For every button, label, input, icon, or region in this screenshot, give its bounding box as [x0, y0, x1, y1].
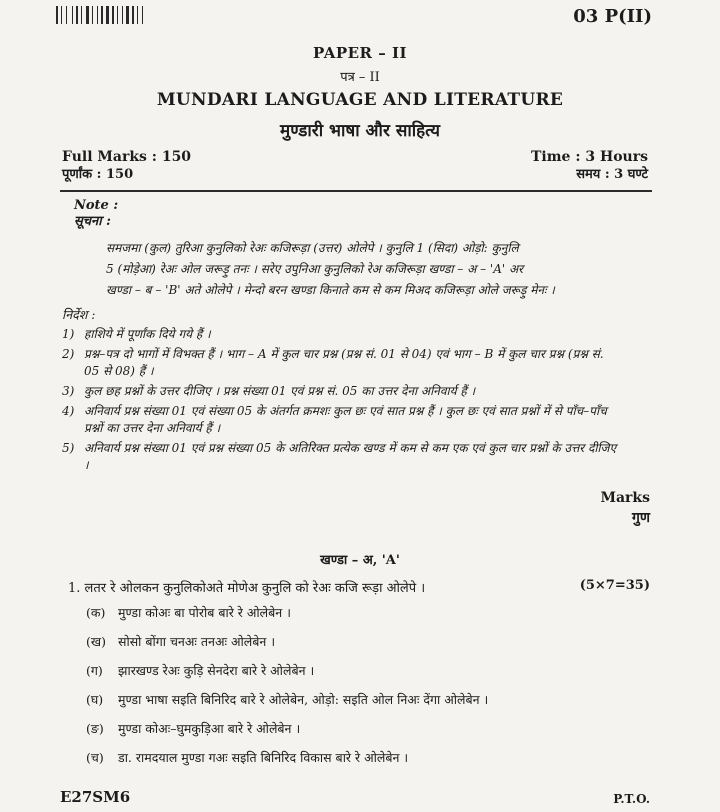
- sub-question: [86, 720, 300, 737]
- subject-title-hindi: मुण्डारी भाषा और साहित्य: [280, 121, 440, 141]
- question-1-marks: (5×7=35): [579, 578, 650, 593]
- instruction-number: 3): [62, 384, 75, 398]
- instruction-number: 2): [62, 347, 75, 361]
- question-number: 1.: [68, 581, 81, 596]
- full-marks-hi: पूर्णांक : 150: [62, 167, 134, 182]
- instruction-number: 1): [62, 327, 75, 341]
- note-line: समजमा (कुल) तुरिआ कुनुलिको रेअः कजिरूड़ा (उत्तर) ओलेपे । कुनुलि 1 (सिदा) ओड़ो: कुनुलि: [106, 241, 519, 255]
- sub-question: [86, 749, 408, 766]
- sub-question-text: सोसो बोंगा चनअः तनअः ओलेबेन ।: [118, 634, 276, 649]
- instruction-item: [62, 346, 622, 380]
- paper-number: PAPER – II: [313, 44, 407, 62]
- section-heading: खण्डा – अ, 'A': [320, 553, 400, 568]
- note-body: [106, 238, 626, 301]
- instructions-label: निर्देश :: [62, 307, 96, 322]
- barcode: [56, 6, 154, 24]
- instruction-number: 4): [62, 404, 75, 418]
- paper-code: 03 P(II): [573, 6, 652, 27]
- question-text: लतर रे ओलकन कुनुलिकोअते मोणेअ कुनुलि को रेअः कजि रूड़ा ओलेपे ।: [84, 581, 426, 596]
- marks-label-en: Marks: [600, 490, 650, 506]
- question-1: [68, 578, 425, 596]
- sub-question: [86, 662, 314, 679]
- instruction-text: अनिवार्य प्रश्न संख्या 01 एवं संख्या 05 के अंतर्गत क्रमशः कुल छः एवं सात प्रश्न हैं । कुल छः एवं सात प्रश्नों में से पाँच–पाँच प्रश्नों का उत्तर देना अनिवार्य हैं ।: [84, 404, 607, 435]
- instructions-list: [62, 326, 622, 477]
- instruction-number: 5): [62, 441, 75, 455]
- full-marks: [62, 148, 191, 184]
- header-divider: [60, 190, 652, 192]
- full-marks-en: Full Marks : 150: [62, 149, 192, 165]
- time-allowed: [531, 148, 648, 184]
- sub-question-label: (ग): [86, 663, 103, 678]
- instruction-item: [62, 403, 622, 437]
- paper-number-hindi: पत्र – II: [340, 70, 380, 85]
- sub-question-text: झारखण्ड रेअः कुड़ि सेनदेरा बारे रे ओलेबेन ।: [118, 663, 315, 678]
- instruction-item: [62, 440, 622, 474]
- note-line: 5 (मोड़ेआ) रेअः ओल जरूड़ु तनः । सरेए उपुनिआ कुनुलिको रेअ कजिरूड़ा खण्डा – अ – 'A' अर: [106, 262, 524, 276]
- sub-question: [86, 604, 291, 621]
- booklet-code: E27SM6: [60, 788, 131, 806]
- sub-question-text: मुण्डा कोअः बा पोरोब बारे रे ओलेबेन ।: [118, 605, 291, 620]
- sub-question-text: डा. रामदयाल मुण्डा गअः सइति बिनिरिद विकास बारे रे ओलेबेन ।: [118, 750, 409, 765]
- marks-label-hi: गुण: [631, 510, 650, 526]
- sub-question-label: (च): [86, 750, 104, 765]
- note-label-hi: सूचना :: [74, 214, 111, 229]
- note-label-en: Note :: [74, 198, 119, 213]
- instruction-text: अनिवार्य प्रश्न संख्या 01 एवं प्रश्न संख्या 05 के अतिरिक्त प्रत्येक खण्ड में कम से कम एक एवं कुल चार प्रश्नों के उत्तर दीजिए ।: [84, 441, 617, 472]
- sub-question-text: मुण्डा भाषा सइति बिनिरिद बारे रे ओलेबेन, ओड़ो: सइति ओल निअः देंगा ओलेबेन ।: [118, 692, 489, 707]
- sub-question-label: (ङ): [86, 721, 104, 736]
- instruction-text: प्रश्न–पत्र दो भागों में विभक्त हैं । भाग – A में कुल चार प्रश्न (प्रश्न सं. 01 से 04) एवं भाग – B में कुल चार प्रश्न (प्रश्न सं. 05 से 08) हैं ।: [84, 347, 604, 378]
- sub-question: [86, 633, 275, 650]
- sub-question-label: (क): [86, 605, 106, 620]
- note-line: खण्डा – ब – 'B' अते ओलेपे । मेन्दो बरन खण्डा किनाते कम से कम मिअद कजिरूड़ा ओले जरूड़ु मेनः ।: [106, 283, 555, 297]
- sub-question-label: (ख): [86, 634, 106, 649]
- time-en: Time : 3 Hours: [531, 149, 648, 165]
- instruction-text: हाशिये में पूर्णांक दिये गये हैं ।: [84, 327, 211, 341]
- instruction-item: [62, 326, 622, 343]
- instruction-text: कुल छह प्रश्नों के उत्तर दीजिए । प्रश्न संख्या 01 एवं प्रश्न सं. 05 का उत्तर देना अनिवार्य हैं ।: [84, 384, 476, 398]
- time-hi: समय : 3 घण्टे: [576, 167, 648, 182]
- please-turn-over: P.T.O.: [613, 792, 650, 806]
- sub-question-label: (घ): [86, 692, 104, 707]
- sub-question: [86, 691, 488, 708]
- marks-column-label: [600, 488, 650, 528]
- subject-title: MUNDARI LANGUAGE AND LITERATURE: [156, 90, 564, 110]
- sub-question-text: मुण्डा कोअः–घुमकुड़िआ बारे रे ओलेबेन ।: [118, 721, 301, 736]
- instruction-item: [62, 383, 622, 400]
- note-label: [74, 198, 118, 230]
